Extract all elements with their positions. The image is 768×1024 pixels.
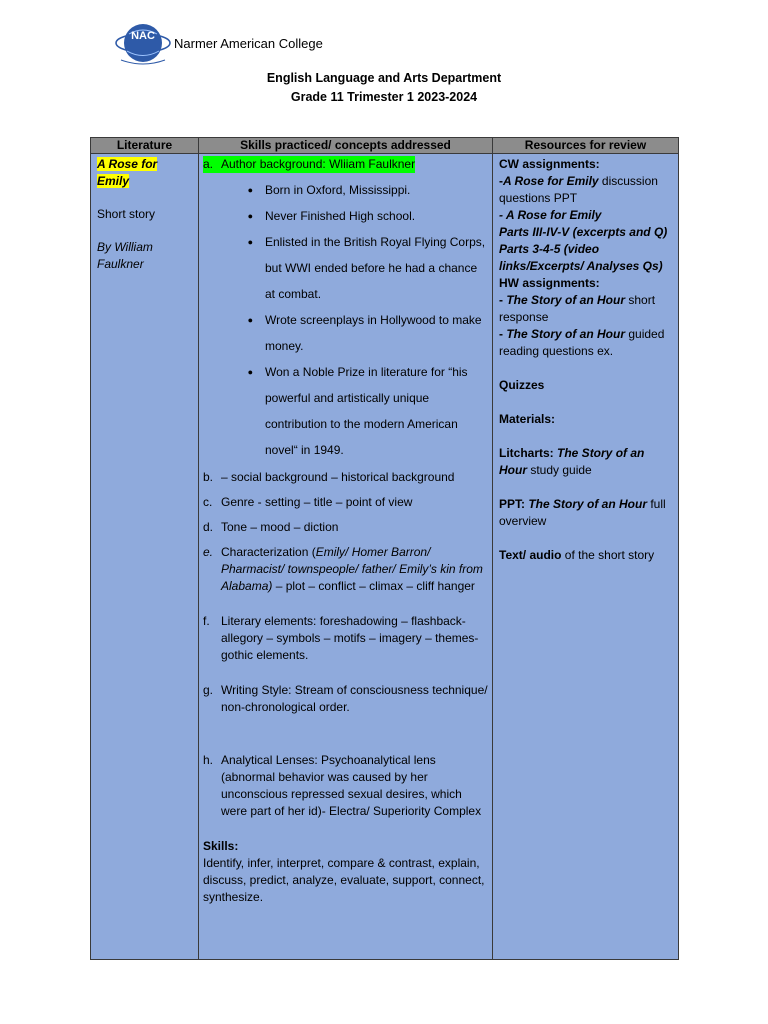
hw-heading: HW assignments: bbox=[499, 276, 600, 290]
cw-item-2: - A Rose for Emily bbox=[499, 208, 602, 222]
skill-item-f: f. Literary elements: foreshadowing – flashback- allegory – symbols – motifs – imagery – themes- gothic elements. bbox=[203, 614, 479, 662]
college-logo bbox=[115, 18, 171, 68]
skill-item-c: c. Genre - setting – title – point of view bbox=[203, 495, 413, 509]
cw-item-3: Parts III-IV-V (excerpts and Q) bbox=[499, 225, 668, 239]
term-title: Grade 11 Trimester 1 2023-2024 bbox=[290, 90, 478, 104]
ppt-resource: PPT: The Story of an Hour full overview bbox=[499, 497, 666, 528]
author-line2: Faulkner bbox=[97, 257, 144, 271]
resources-cell bbox=[493, 154, 679, 960]
cw-heading: CW assignments: bbox=[499, 157, 600, 171]
bullet-icon: ● bbox=[247, 367, 253, 377]
college-name: Narmer American College bbox=[174, 36, 323, 51]
bullet-icon: ● bbox=[247, 211, 253, 221]
table-row bbox=[91, 154, 679, 960]
skill-item-g: g. Writing Style: Stream of consciousness technique/ non-chronological order. bbox=[203, 683, 488, 714]
literature-cell bbox=[91, 154, 199, 960]
materials-label: Materials: bbox=[499, 412, 556, 426]
skill-item-e: e. Characterization (Emily/ Homer Barron/ Pharmacist/ townspeople/ father/ Emily’s kin from Alabama) – plot – conflict – climax – cliff hanger bbox=[203, 545, 483, 593]
list-item: ● Wrote screenplays in Hollywood to make money. bbox=[203, 307, 488, 359]
litcharts-resource: Litcharts: The Story of an Hour study guide bbox=[499, 446, 645, 477]
quizzes-label: Quizzes bbox=[499, 378, 545, 392]
cw-item-4: Parts 3-4-5 (video links/Excerpts/ Analyses Qs) bbox=[499, 242, 663, 273]
literature-genre: Short story bbox=[97, 207, 156, 221]
page-header bbox=[115, 18, 415, 70]
skill-item-b: b. – social background – historical background bbox=[203, 470, 455, 484]
literature-title-line1: A Rose for bbox=[97, 157, 158, 171]
author-line1: By William bbox=[97, 240, 153, 254]
literature-title-line2: Emily bbox=[97, 174, 130, 188]
bullet-icon: ● bbox=[247, 185, 253, 195]
skills-list: Identify, infer, interpret, compare & contrast, explain, discuss, predict, analyze, evaluate, support, connect, synthesize. bbox=[203, 856, 485, 904]
table-header-row bbox=[91, 138, 679, 154]
skill-a-label: a. bbox=[203, 157, 214, 171]
skills-cell bbox=[199, 154, 493, 960]
bullet-icon: ● bbox=[247, 237, 253, 247]
bullet-icon: ● bbox=[247, 315, 253, 325]
literature-author bbox=[97, 239, 192, 273]
list-item: ● Never Finished High school. bbox=[203, 203, 488, 229]
skill-a-text: Author background: Wliiam Faulkner bbox=[221, 157, 416, 171]
text-audio-resource: Text/ audio of the short story bbox=[499, 548, 655, 562]
hw-item-1: - The Story of an Hour short response bbox=[499, 293, 656, 324]
header-literature: Literature bbox=[91, 138, 199, 154]
hw-item-2: - The Story of an Hour guided reading questions ex. bbox=[499, 327, 665, 358]
header-resources: Resources for review bbox=[493, 138, 679, 154]
author-bullets bbox=[203, 177, 488, 463]
skills-heading: Skills: bbox=[203, 839, 239, 853]
skill-item-d: d. Tone – mood – diction bbox=[203, 520, 339, 534]
cw-item-1: -A Rose for Emily discussion questions PPT bbox=[499, 174, 658, 205]
list-item: ● Born in Oxford, Mississippi. bbox=[203, 177, 488, 203]
logo-text: NAC bbox=[131, 30, 155, 42]
list-item: ● Enlisted in the British Royal Flying Corps, but WWI ended before he had a chance at combat. bbox=[203, 229, 488, 307]
syllabus-table bbox=[90, 137, 679, 960]
department-title: English Language and Arts Department bbox=[266, 71, 502, 85]
skill-item-a bbox=[203, 156, 488, 173]
list-item: ● Won a Noble Prize in literature for “his powerful and artistically unique contribution to the modern American novel“ in 1949. bbox=[203, 359, 488, 463]
header-skills: Skills practiced/ concepts addressed bbox=[199, 138, 493, 154]
skill-item-h: h. Analytical Lenses: Psychoanalytical lens (abnormal behavior was caused by her unconscious repressed sexual desires, which were part of her id)- Electra/ Superiority Complex bbox=[203, 753, 482, 818]
